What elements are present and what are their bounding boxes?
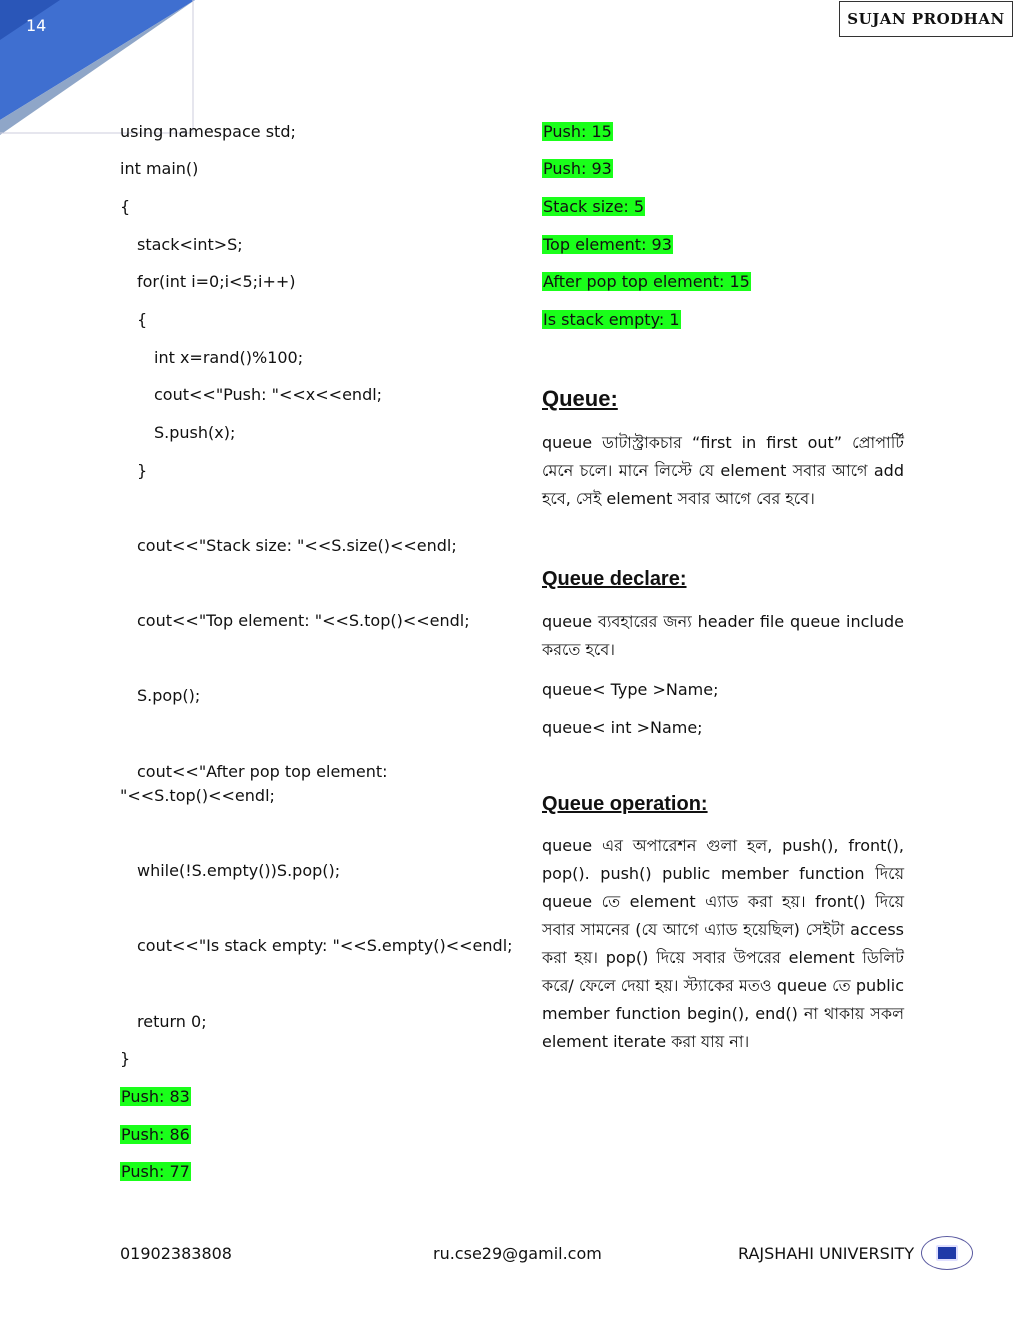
author-box: SUJAN PRODHAN xyxy=(839,1,1013,37)
output-line: Push: 86 xyxy=(121,1125,190,1144)
footer-email: ru.cse29@gamil.com xyxy=(433,1244,602,1263)
output-line: Stack size: 5 xyxy=(543,197,645,216)
output-line: Top element: 93 xyxy=(543,235,672,254)
code-line: cout<<"After pop top element: xyxy=(137,762,388,781)
code-line: S.pop(); xyxy=(137,686,201,705)
code-line: cout<<"Push: "<<x<<endl; xyxy=(154,385,383,404)
output-line: Push: 93 xyxy=(543,159,612,178)
code-line: } xyxy=(137,461,148,480)
output-line: After pop top element: 15 xyxy=(543,272,750,291)
code-line: } xyxy=(120,1049,131,1068)
declare-syntax: queue< Type >Name; xyxy=(542,680,719,699)
code-line: cout<<"Is stack empty: "<<S.empty()<<endl; xyxy=(137,936,513,955)
code-line: { xyxy=(137,310,148,329)
declare-syntax: queue< int >Name; xyxy=(542,718,703,737)
university-logo-icon xyxy=(921,1236,973,1270)
code-line: { xyxy=(120,197,131,216)
output-line: Push: 15 xyxy=(543,122,612,141)
output-line: Push: 83 xyxy=(121,1087,190,1106)
code-line: using namespace std; xyxy=(120,122,296,141)
footer-phone: 01902383808 xyxy=(120,1244,232,1263)
queue-declare-text: queue ব্যবহারের জন্য header file queue include করতে হবে। xyxy=(542,612,904,659)
code-line: cout<<"Stack size: "<<S.size()<<endl; xyxy=(137,536,457,555)
page-number: 14 xyxy=(26,16,47,35)
queue-intro: queue ডাটাস্ট্রাকচার “first in first out” প্রোপার্টি মেনে চলে। মানে লিস্টে যে element সবার আগে add হবে, সেই element সবার আগে বের হবে। xyxy=(542,433,904,508)
code-line: int main() xyxy=(120,159,199,178)
code-line: stack<int>S; xyxy=(137,235,243,254)
queue-heading: Queue: xyxy=(542,386,618,411)
code-line: while(!S.empty())S.pop(); xyxy=(137,861,341,880)
code-line: for(int i=0;i<5;i++) xyxy=(137,272,296,291)
code-line: int x=rand()%100; xyxy=(154,348,304,367)
output-line: Push: 77 xyxy=(121,1162,190,1181)
queue-operation-text: queue এর অপারেশন গুলা হল, push(), front(), pop(). push() public member function দিয়ে queue তে element এ্যাড করা হয়। front() দিয়ে সবার সামনের (যে আগে এ্যাড হয়েছিল) সেইটা access করা হয়। pop() দিয়ে সবার উপরের element ডিলিট করে/ ফেলে দেয়া হয়। স্ট্যাকের মতও queue তে public member function begin(), end() না থাকায় সকল element iterate করা যায় না। xyxy=(542,836,904,1051)
code-line: cout<<"Top element: "<<S.top()<<endl; xyxy=(137,611,470,630)
queue-declare-heading: Queue declare: xyxy=(542,568,687,590)
code-line: "<<S.top()<<endl; xyxy=(120,786,275,805)
queue-operation-heading: Queue operation: xyxy=(542,793,708,815)
code-line: S.push(x); xyxy=(154,423,236,442)
footer-university: RAJSHAHI UNIVERSITY xyxy=(738,1244,915,1263)
output-line: Is stack empty: 1 xyxy=(543,310,680,329)
code-line: return 0; xyxy=(137,1012,207,1031)
